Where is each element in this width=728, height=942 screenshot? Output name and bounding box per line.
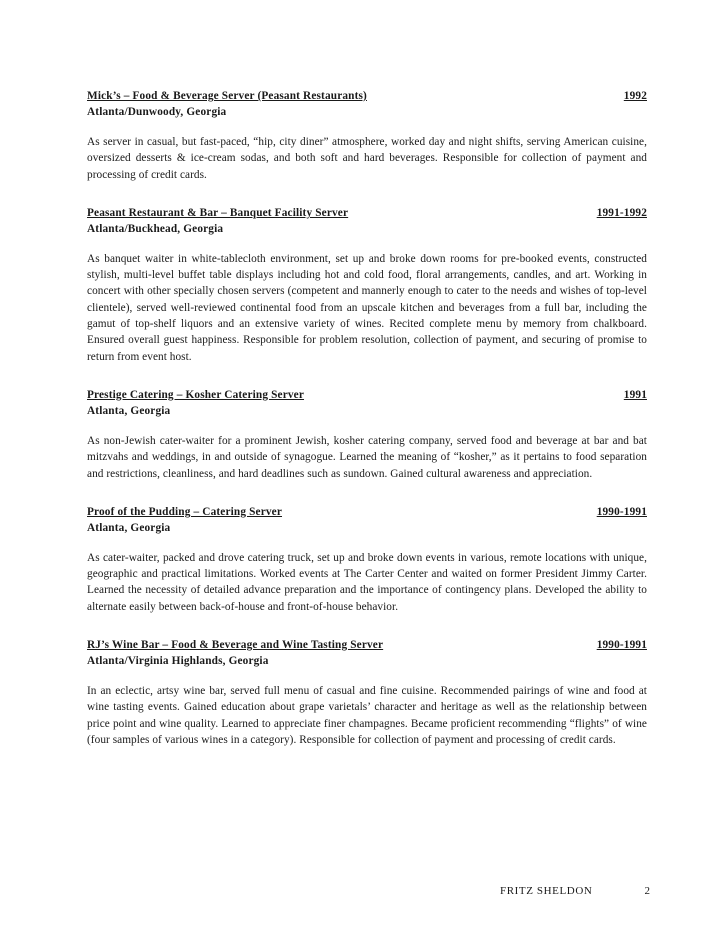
job-location: Atlanta/Buckhead, Georgia (87, 222, 224, 235)
job-title: Proof of the Pudding – Catering Server (87, 505, 283, 518)
page-footer (500, 884, 650, 898)
job-location: Atlanta, Georgia (87, 404, 171, 417)
job-description: As cater-waiter, packed and drove catering truck, set up and broke down events in various, remote locations with unique, geographic and practical limitations. Worked events at The Carter Center and waited on former President Jimmy Carter. Learned the necessity of detailed advance preparation and the importance of contingency plans. Developed the ability to alternate easily between back-of-house and front-of-house behavior. (87, 551, 647, 613)
job-header (87, 387, 647, 403)
job-location: Atlanta/Dunwoody, Georgia (87, 106, 227, 118)
job-years: 1990-1991 (596, 639, 647, 652)
job-entry-proof-of-the-pudding (87, 504, 647, 615)
job-years: 1991-1992 (596, 206, 647, 219)
footer-author-name: FRITZ SHELDON (500, 885, 593, 897)
job-description: As banquet waiter in white-tablecloth environment, set up and broke down rooms for pre-booked events, constructed stylish, multi-level buffet table displays including hot and cold food, floral arrangements, candles, and art. Working in concert with other specially chosen servers (competent and mannerly enough to cater to the needs and wishes of top-level clientele), served well-reviewed continental food from an upscale kitchen and beverages from a full bar, including the gamut of top-shelf liquors and an extensive variety of wines. Recited complete menu by memory from chalkboard. Ensured overall guest happiness. Responsible for problem resolution, collection of payment, and securing of promise to return from event host. (87, 252, 647, 363)
job-description: As server in casual, but fast-paced, “hip, city diner” atmosphere, worked day and night shifts, serving American cuisine, oversized desserts & ice-cream sodas, and both soft and hard beverages. Responsible for collection of payment and processing of credit cards. (87, 136, 647, 181)
job-entry-rjs-wine-bar (87, 637, 647, 748)
job-entry-micks (87, 88, 647, 183)
job-entry-peasant (87, 205, 647, 365)
job-header (87, 88, 647, 104)
job-location: Atlanta/Virginia Highlands, Georgia (87, 655, 269, 668)
job-title: Mick’s – Food & Beverage Server (Peasant Restaurants) (87, 90, 367, 102)
footer-page-number: 2 (644, 885, 650, 897)
job-entry-prestige (87, 387, 647, 482)
job-years: 1991 (623, 388, 647, 401)
job-header (87, 637, 647, 653)
job-years: 1990-1991 (596, 505, 647, 518)
job-description: In an eclectic, artsy wine bar, served full menu of casual and fine cuisine. Recommended pairings of wine and food at wine tasting events. Gained education about grape varietals’ character and heritage as well as the relationship between price point and wine quality. Learned to appreciate finer champagnes. Became proficient recommending “flights” of wine (four samples of various wines in a category). Responsible for collection of payment and processing of credit cards. (87, 685, 647, 746)
job-description: As non-Jewish cater-waiter for a prominent Jewish, kosher catering company, served food and beverage at bar and bat mitzvahs and weddings, in and outside of synagogue. Learned the meaning of “kosher,” as it pertains to food separation and restrictions, cleanliness, and hard deadlines such as sundown. Gained cultural awareness and appreciation. (87, 434, 647, 480)
job-header (87, 205, 647, 221)
job-title: RJ’s Wine Bar – Food & Beverage and Wine Tasting Server (87, 639, 384, 652)
resume-page (87, 88, 647, 770)
job-location: Atlanta, Georgia (87, 521, 171, 534)
job-title: Prestige Catering – Kosher Catering Server (87, 388, 305, 401)
job-years: 1992 (623, 90, 647, 102)
job-title: Peasant Restaurant & Bar – Banquet Facility Server (87, 206, 349, 219)
job-header (87, 504, 647, 520)
